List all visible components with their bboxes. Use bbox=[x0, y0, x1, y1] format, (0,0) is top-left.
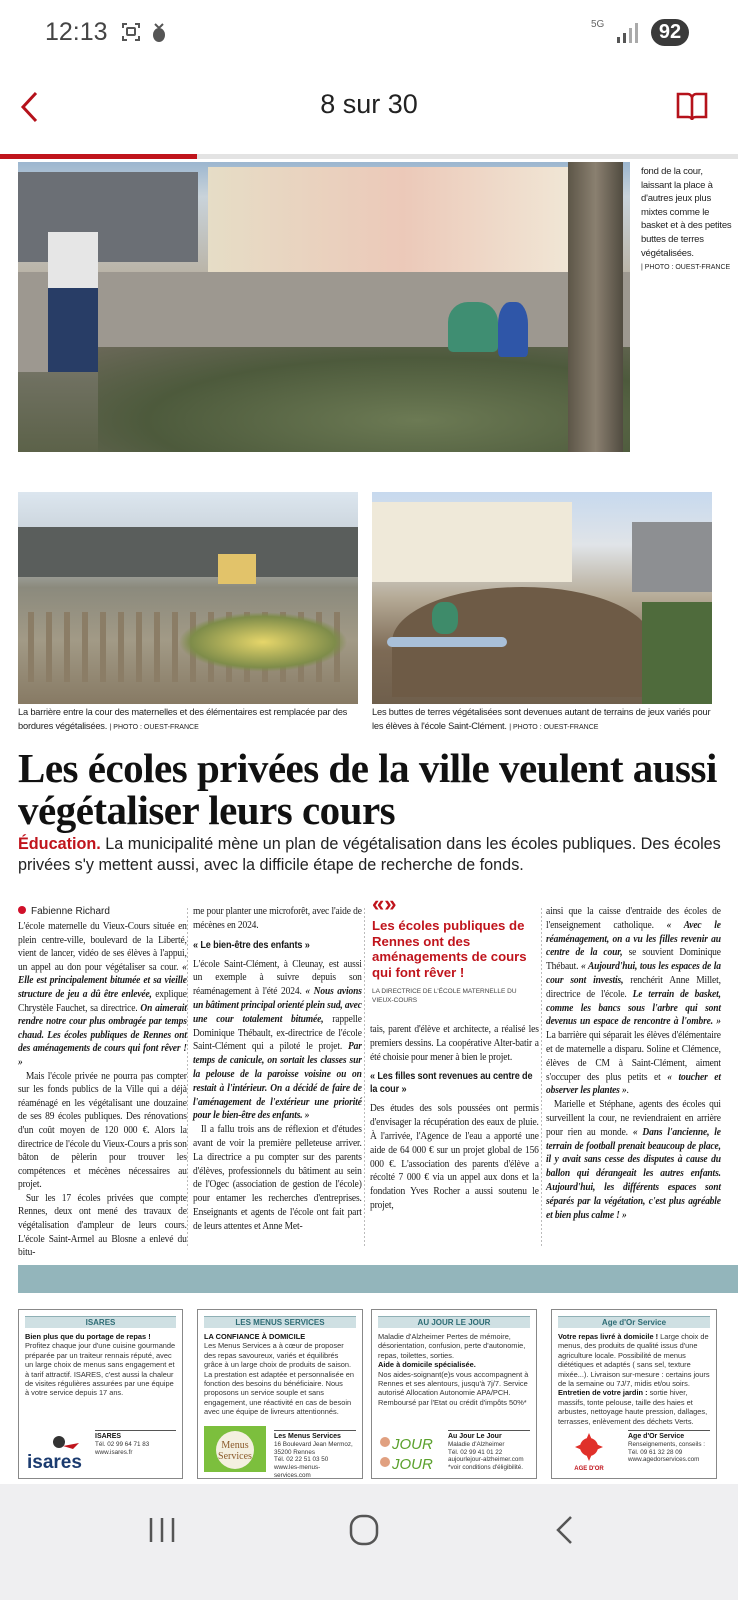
status-bar bbox=[0, 0, 738, 65]
svg-text:AGE D'OR: AGE D'OR bbox=[574, 1466, 604, 1472]
ad-footer bbox=[378, 1428, 530, 1472]
article-lede bbox=[18, 834, 728, 876]
column-divider bbox=[541, 908, 542, 1248]
signal-icon bbox=[615, 22, 639, 44]
ad-contact-line: 16 Boulevard Jean Mermoz, bbox=[274, 1440, 353, 1448]
left-photo-fence bbox=[18, 492, 358, 704]
body-text: Sur les 17 écoles privées que compte Rennes, deux ont mené des travaux de végétalisation d'ampleur de leurs cours. L'école Saint-Armel au Blosne a enlevé du bitu- bbox=[18, 1191, 187, 1259]
pull-quote-attribution: LA DIRECTRICE DE L'ÉCOLE MATERNELLE DU VIEUX-COURS bbox=[372, 988, 517, 1004]
svg-text:Menus: Menus bbox=[221, 1440, 249, 1451]
ad-header: AU JOUR LE JOUR bbox=[378, 1316, 530, 1328]
ad-footer bbox=[204, 1428, 356, 1479]
ad-section-band bbox=[18, 1265, 738, 1293]
article-column-1 bbox=[18, 920, 187, 1260]
body-text: L'école maternelle du Vieux-Cours située en plein centre-ville, boulevard de la Liberté, vient de lancer, vidéo de ses élèves à l'appui, un appel au don pour végétaliser sa cour. bbox=[18, 920, 187, 973]
ad-body bbox=[378, 1332, 530, 1407]
ad-text: Large choix de menus, des produits de qualité issus d'une agriculture locale. Possibilité de menus diététiques et adaptés ( sans sel, texture mixée...). Livraison sur-mesure : certains jours de la semaine ou 7J/7, midis et/ou soirs. bbox=[558, 1332, 710, 1389]
ad-contact-line: Tél. 02 99 41 01 22 bbox=[448, 1448, 503, 1456]
ad-contact-line: aujourlejour-alzheimer.com bbox=[448, 1456, 524, 1464]
ad-logo bbox=[204, 1432, 266, 1472]
article-paragraph bbox=[193, 958, 362, 1124]
ad-text: sortie hiver, massifs, tonte pelouse, taille des haies et arbustes, nettoyage haute pression, dallages, terrasses, enlèvement des déchets Verts. bbox=[558, 1388, 708, 1426]
ad-subtitle: Entretien de votre jardin : bbox=[558, 1388, 648, 1398]
photo-credit: | PHOTO : OUEST-FRANCE bbox=[641, 264, 731, 272]
lede-text: La municipalité mène un plan de végétalisation dans les écoles publiques. Des écoles privées s'y mettent aussi, avec la difficile étape de recherche de fonds. bbox=[18, 835, 721, 874]
caption-text: Les buttes de terres végétalisées sont devenues autant de terrains de jeux variés pour les élèves à l'école Saint-Clément. bbox=[372, 707, 711, 731]
ad-contact bbox=[274, 1430, 356, 1480]
network-type: 5G bbox=[591, 19, 605, 30]
quote-text: On aimerait rendre notre cour plus ombragée par temps chaud. Les écoles publiques de Rennes ont des aménagements de cours qui font rêver ! » bbox=[18, 1001, 187, 1068]
battery-level: 92 bbox=[651, 19, 689, 46]
body-text: Marielle et Stéphane, agents des écoles qui surveillent la cour, ne reviendraient en arrière pour rien au monde. bbox=[546, 1098, 721, 1138]
body-text: « Le bien-être des enfants » bbox=[193, 938, 310, 951]
ad-contact-line: www.les-menus-services.com bbox=[274, 1464, 321, 1479]
right-photo-garden-mound bbox=[372, 492, 712, 704]
body-text: Il a fallu trois ans de réflexion et d'études avant de voir la première pelleteuse arriver. La directrice a pu compter sur des parents d'élèves, professionnels du bâtiment au sein de l'Ogec (association de gestion de l'école) pour entamer les recherches d'entreprises. Enseignants et agents de l'école ont fait part de leurs attentes et Anne Met- bbox=[193, 1123, 362, 1232]
ad-footer bbox=[25, 1428, 176, 1472]
body-text: L'école Saint-Clément, à Cleunay, est aussi un exemple à suivre depuis son réaménagement à l'été 2024. bbox=[193, 957, 362, 998]
quote-text: « Nous avions un bâtiment principal orienté plein sud, avec une cour totalement bitumée, bbox=[193, 985, 362, 1025]
pull-quote-text: Les écoles publiques de Rennes ont des aménagements de cours qui font rêver ! bbox=[372, 918, 527, 980]
quote-marks-icon: «» bbox=[372, 891, 397, 916]
ad-title: LA CONFIANCE À DOMICILE bbox=[204, 1332, 306, 1341]
recent-apps-button[interactable] bbox=[137, 1512, 187, 1548]
progress-fill bbox=[0, 154, 197, 159]
ad-text: Maladie d'Alzheimer Pertes de mémoire, désorientation, confusion, perte d'autonomie, repas, toilettes, sorties. bbox=[378, 1332, 526, 1360]
ad-contact-name: Les Menus Services bbox=[274, 1433, 341, 1440]
article-paragraph bbox=[18, 920, 187, 1070]
system-back-button[interactable] bbox=[541, 1512, 591, 1548]
ad-contact-line: Tél. 02 22 51 03 50 bbox=[274, 1456, 329, 1464]
clock: 12:13 bbox=[45, 18, 108, 46]
article-paragraph bbox=[18, 1070, 187, 1192]
ad-contact-line: www.agedorservices.com bbox=[628, 1456, 700, 1464]
ad-logo bbox=[558, 1432, 620, 1472]
ad-contact bbox=[448, 1430, 530, 1472]
ad-text: Les Menus Services a à cœur de proposer des repas savoureux, variés et équilibrés grâce à un large choix de produits de saison. La prestation est adaptée et personnalisée en fonction des besoins du bénéficiaire. Nous proposons un service souple et sans engagement, une réactivité en cas de besoin avec une équipe de livreurs attentionnés. bbox=[204, 1341, 354, 1417]
article-column-3 bbox=[370, 1023, 539, 1213]
ad-title: Bien plus que du portage de repas ! bbox=[25, 1332, 151, 1341]
ad-contact-line: 35200 Rennes bbox=[274, 1448, 315, 1456]
section-kicker: Éducation. bbox=[18, 835, 101, 853]
system-nav-bar bbox=[0, 1484, 738, 1600]
article-paragraph bbox=[546, 905, 721, 1098]
body-text: se souvient Dominique Thébaut. bbox=[546, 946, 721, 973]
body-text: Mais l'école privée ne pourra pas compter sur les fonds publics de la Ville qui a déjà réaménagé en les végétalisant une douzaine de ses 89 écoles publiques. Des rénovations d'un coût moyen de 120 000 €. Alors la directrice de l'école du Vieux-Cours a pris son bâton de pèlerin pour trouver les compétences et mécènes nécessaires au projet. bbox=[18, 1069, 187, 1191]
home-button[interactable] bbox=[339, 1512, 389, 1548]
reading-progress-bar bbox=[0, 154, 738, 159]
ad-logo bbox=[25, 1432, 87, 1472]
svg-text:Services: Services bbox=[218, 1451, 252, 1462]
ad-contact bbox=[628, 1430, 710, 1464]
photo-credit: | PHOTO : OUEST-FRANCE bbox=[509, 723, 599, 731]
article-paragraph bbox=[18, 1192, 187, 1260]
quote-text: Le terrain de basket, comme les bancs sous l'arbre qui sont devenus un espace de rencontre à l'ombre. » bbox=[546, 987, 721, 1028]
svg-text:isares: isares bbox=[27, 1452, 82, 1472]
reader-toolbar bbox=[0, 65, 738, 153]
article-column-4 bbox=[546, 905, 721, 1222]
ad-contact-name: Au Jour Le Jour bbox=[448, 1433, 502, 1440]
column-divider bbox=[187, 908, 188, 1248]
ad-header: Age d'Or Service bbox=[558, 1316, 710, 1328]
body-text: . bbox=[626, 1084, 629, 1097]
article-headline: Les écoles privées de la ville veulent aussi végétaliser leurs cours bbox=[18, 745, 717, 833]
ad-subtitle: Aide à domicile spécialisée. bbox=[378, 1360, 476, 1370]
body-text: renchérit Anne Millet, directrice de l'école. bbox=[546, 973, 721, 1000]
body-text: La barrière qui séparait les élèves d'élémentaire et de maternelle a disparu. Soline et Clémence, élèves de CM à Saint-Clément, aiment s'occuper des plus petits et bbox=[546, 1029, 721, 1083]
ad-body bbox=[558, 1332, 710, 1426]
body-text: me pour planter une microforêt, avec l'aide de mécènes en 2024. bbox=[193, 905, 362, 931]
author-dot-icon bbox=[18, 906, 26, 914]
ad-contact-line: *voir conditions d'éligibilité. bbox=[448, 1464, 524, 1472]
body-text: explique Chrystèle Fauchet, sa directrice. bbox=[18, 987, 187, 1014]
ad-body bbox=[204, 1332, 356, 1417]
photo-credit: | PHOTO : OUEST-FRANCE bbox=[109, 723, 199, 731]
ad-contact-line: Tél. 02 99 64 71 83 bbox=[95, 1440, 150, 1448]
ad-footer bbox=[558, 1428, 710, 1472]
ad-text: Profitez chaque jour d'une cuisine gourmande préparée par un traiteur rennais réputé, avec un large choix de menus sans engagement et à tarif attractif. ISARES, c'est aussi la chaleur de visites régulières assurées par une équipe à votre service depuis 17 ans. bbox=[25, 1341, 176, 1398]
caption-text: fond de la cour, laissant la place à d'autres jeux plus mixtes comme le basket et à des petites buttes de terres végétalisées. bbox=[641, 166, 732, 259]
left-photo-caption bbox=[18, 706, 363, 734]
ad-title: Votre repas livré à domicile ! bbox=[558, 1332, 659, 1341]
quote-text: « Avec le réaménagement, on a vu les filles revenir au centre de la cour, bbox=[546, 918, 721, 959]
screenshot-icon bbox=[121, 22, 141, 42]
ad-body bbox=[25, 1332, 176, 1398]
ad-contact-line: Maladie d'Alzheimer bbox=[448, 1440, 505, 1448]
ad-text: Nos aides-soignant(e)s vous accompagnent à Rennes et ses alentours, jusqu'à 7j/7. Service autorisé Allocation Autonomie APA/PCH. Remboursé par l'Etat ou crédit d'impôts 50%* bbox=[378, 1369, 529, 1407]
ad-header: LES MENUS SERVICES bbox=[204, 1316, 356, 1328]
byline bbox=[18, 906, 110, 917]
main-photo-caption bbox=[641, 165, 733, 275]
ad-age-dor-service[interactable] bbox=[551, 1309, 717, 1479]
ad-contact-name: ISARES bbox=[95, 1433, 122, 1440]
quote-text: « Dans l'ancienne, le terrain de football prenait beaucoup de place, il y avait sans cesse des disputes à cause du ballon qui dérangeait les autres enfants. Aujourd'hui, les différents espaces sont séparés par la végétation, c'est plus agréable et bien plus calme ! » bbox=[546, 1125, 721, 1221]
body-text: tais, parent d'élève et architecte, a réalisé les premiers dessins. La coopérative Alter-batir a été choisie pour mener à bien le projet. bbox=[370, 1023, 539, 1063]
svg-text:JOUR: JOUR bbox=[392, 1436, 433, 1453]
pull-quote bbox=[372, 893, 537, 1005]
ad-menus-services[interactable] bbox=[197, 1309, 363, 1479]
app-notification-icon bbox=[149, 22, 169, 42]
ad-contact-line: www.isares.fr bbox=[95, 1448, 133, 1456]
body-text: « Les filles sont revenues au centre de la cour » bbox=[370, 1070, 533, 1096]
quote-text: « Elle est principalement bitumée et sa vieille structure de jeu a dû être enlevée, bbox=[18, 960, 187, 1000]
article-paragraph bbox=[193, 905, 362, 933]
page-indicator: 8 sur 30 bbox=[320, 89, 418, 119]
ad-logo bbox=[378, 1432, 440, 1472]
article-subheading bbox=[193, 939, 362, 952]
ad-isares[interactable] bbox=[18, 1309, 183, 1479]
article-paragraph bbox=[193, 1123, 362, 1233]
quote-text: « Aujourd'hui, tous les espaces de la cour sont investis, bbox=[546, 960, 721, 986]
right-photo-caption bbox=[372, 706, 717, 734]
ad-contact-line: Tél. 09 61 32 28 09 bbox=[628, 1448, 683, 1456]
book-icon[interactable] bbox=[675, 89, 709, 123]
caption-text: La barrière entre la cour des maternelles et des élémentaires est remplacée par des bordures végétalisées. bbox=[18, 707, 348, 731]
article-paragraph bbox=[370, 1102, 539, 1212]
article-paragraph bbox=[370, 1023, 539, 1064]
body-text: Des études des sols poussées ont permis d'envisager la récupération des eaux de pluie. À l'arrivée, l'Agence de l'eau a apporté une aide de 64 000 € sur un projet global de 156 000 €. L'association des parents d'élève a récolté 7 000 € via un appel aux dons et la fondation Yves Rocher a aussi soutenu le projet, bbox=[370, 1102, 539, 1211]
author-name: Fabienne Richard bbox=[31, 906, 110, 917]
article-subheading bbox=[370, 1070, 539, 1096]
quote-text: « toucher et observer les plantes » bbox=[546, 1070, 721, 1097]
ad-contact-line: Renseignements, conseils : bbox=[628, 1440, 706, 1448]
ad-header: ISARES bbox=[25, 1316, 176, 1328]
ad-contact-name: Age d'Or Service bbox=[628, 1433, 685, 1440]
article-column-2 bbox=[193, 905, 362, 1234]
body-text: rappelle Dominique Thébault, ex-directrice de l'école Saint-Clément qui a piloté le projet. bbox=[193, 1012, 362, 1053]
svg-text:JOUR: JOUR bbox=[392, 1456, 433, 1472]
body-text: ainsi que la caisse d'entraide des écoles de l'enseignement catholique. bbox=[546, 905, 721, 931]
ad-contact bbox=[95, 1430, 176, 1456]
quote-text: Par temps de canicule, on sortait les classes sur la pelouse de la paroisse voisine ou on restait à l'intérieur. On a décidé de faire de l'aménagement de l'extérieur une priorité pour le bien-être des enfants. » bbox=[193, 1040, 362, 1122]
main-photo-schoolyard bbox=[18, 162, 630, 452]
column-divider bbox=[364, 908, 365, 1248]
ad-au-jour-le-jour[interactable] bbox=[371, 1309, 537, 1479]
article-paragraph bbox=[546, 1098, 721, 1222]
